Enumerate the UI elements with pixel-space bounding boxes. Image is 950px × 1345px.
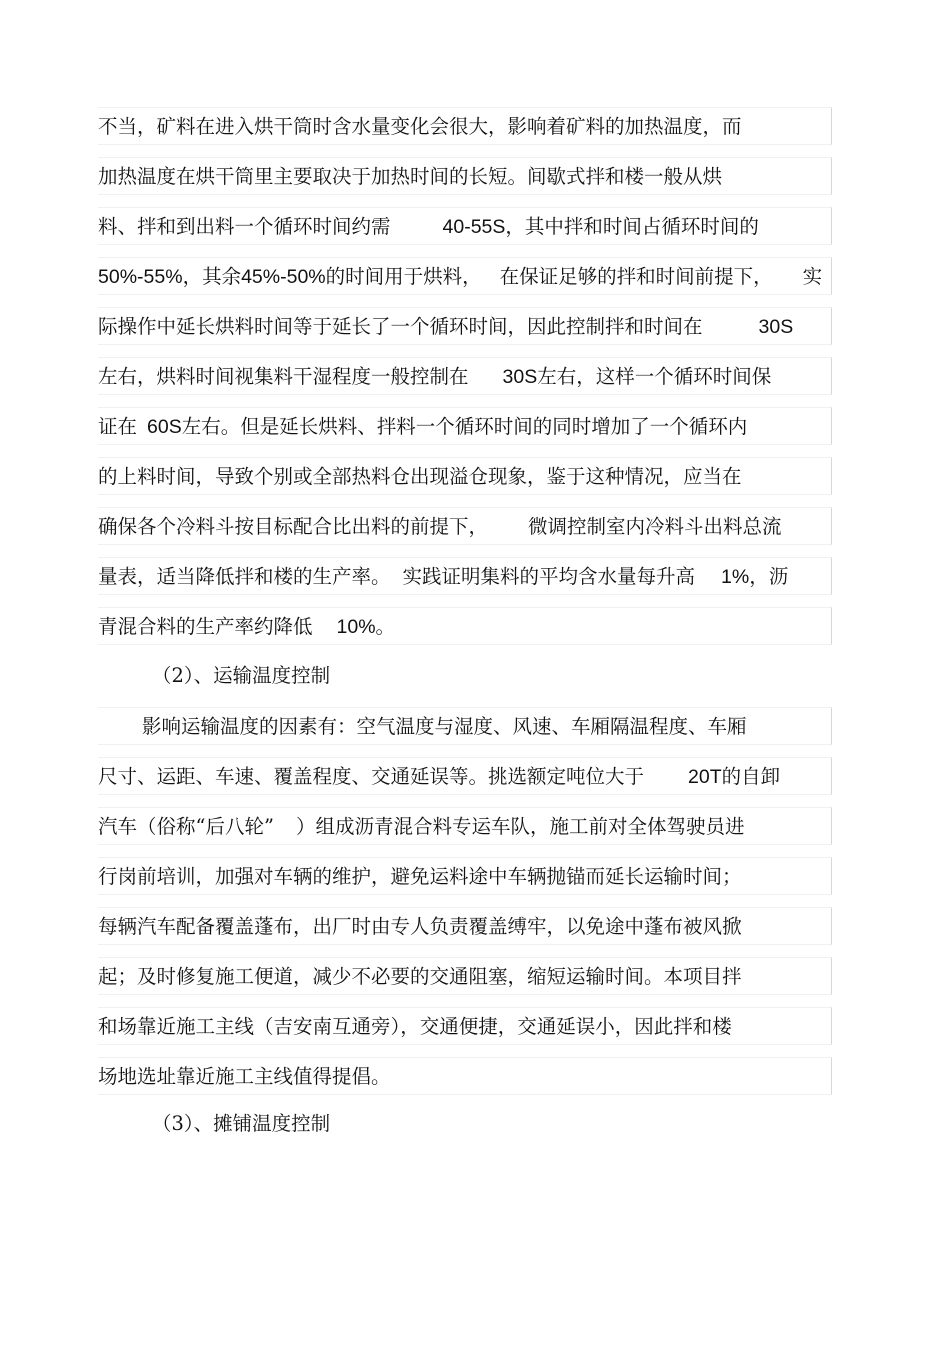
heading-text: （3）、摊铺温度控制	[152, 1112, 331, 1135]
paragraph-2-line-2	[98, 757, 832, 795]
mixing-ratio-value: 50%-55%	[98, 266, 183, 288]
text: 微调控制室内冷料斗出料总流	[528, 515, 782, 538]
paragraph-1-line-1	[98, 107, 832, 145]
text: 在保证足够的拌和时间前提下，	[499, 265, 773, 288]
paragraph-2-line-3	[98, 807, 832, 845]
paragraph-2-line-5	[98, 907, 832, 945]
paragraph-1-line-4	[98, 257, 832, 295]
text: 行岗前培训，加强对车辆的维护，避免运料途中车辆抛锚而延长运输时间；	[98, 865, 742, 888]
text: 证在	[98, 415, 138, 438]
text: 左右，烘料时间视集料干湿程度一般控制在	[98, 365, 469, 388]
paragraph-1-line-8	[98, 457, 832, 495]
text: 确保各个冷料斗按目标配合比出料的前提下，	[98, 515, 489, 538]
moisture-increase-value: 1%	[721, 566, 750, 588]
paragraph-2-line-8	[98, 1057, 832, 1095]
text: 。	[375, 615, 396, 638]
text: 每辆汽车配备覆盖蓬布，出厂时由专人负责覆盖缚牢，以免途中蓬布被风掀	[98, 915, 742, 938]
cycle-time-value: 40-55S	[442, 216, 506, 238]
paragraph-1-line-10	[98, 557, 832, 595]
paragraph-2-line-6	[98, 957, 832, 995]
paragraph-2-line-1	[98, 707, 832, 745]
paragraph-2-line-4	[98, 857, 832, 895]
text: 汽车（俗称“后八轮”	[98, 815, 274, 838]
text: 实践证明集料的平均含水量每升高	[402, 565, 696, 588]
paragraph-2-line-7	[98, 1007, 832, 1045]
text: 的上料时间，导致个别或全部热料仓出现溢仓现象，鉴于这种情况，应当在	[98, 465, 742, 488]
paragraph-1-line-2	[98, 157, 832, 195]
text: 和场靠近施工主线（吉安南互通旁），交通便捷，交通延误小，因此拌和楼	[98, 1015, 732, 1038]
text: 起；及时修复施工便道，减少不必要的交通阻塞，缩短运输时间。本项目拌	[98, 965, 742, 988]
paragraph-1-line-11	[98, 607, 832, 645]
text: 尺寸、运距、车速、覆盖程度、交通延误等。挑选额定吨位大于	[98, 765, 645, 788]
paragraph-1-line-5	[98, 307, 832, 345]
drying-time-value: 30S	[502, 366, 538, 388]
tonnage-value: 20T	[688, 766, 722, 788]
text: ，其中拌和时间占循环时间的	[505, 215, 759, 238]
text: 青混合料的生产率约降低	[98, 615, 313, 638]
drying-ratio-value: 45%-50%	[241, 266, 326, 288]
paragraph-1-line-9	[98, 507, 832, 545]
paragraph-1-line-3	[98, 207, 832, 245]
paragraph-1-line-6	[98, 357, 832, 395]
text: 影响运输温度的因素有：空气温度与湿度、风速、车厢隔温程度、车厢	[142, 715, 747, 738]
text: 的自卸	[721, 765, 781, 788]
text: 的时间用于烘料，	[325, 265, 482, 288]
productivity-drop-value: 10%	[336, 616, 376, 638]
text: 料、拌和到出料一个循环时间约需	[98, 215, 391, 238]
text: 加热温度在烘干筒里主要取决于加热时间的长短。间歇式拌和楼一般从烘	[98, 165, 723, 188]
text: 左右，这样一个循环时间保	[537, 365, 772, 388]
text: ，其余	[182, 265, 242, 288]
cycle-total-value: 60S	[147, 416, 182, 438]
text: 实	[802, 265, 823, 288]
section-heading-paving	[152, 1105, 552, 1143]
text: 量表，适当降低拌和楼的生产率。	[98, 565, 391, 588]
text: ，沥	[749, 565, 789, 588]
text: 际操作中延长烘料时间等于延长了一个循环时间，因此控制拌和时间在	[98, 315, 703, 338]
section-heading-transport	[152, 657, 552, 695]
mixing-time-value: 30S	[758, 316, 794, 338]
heading-text: （2）、运输温度控制	[152, 664, 331, 687]
paragraph-1-line-7	[98, 407, 832, 445]
text: 不当，矿料在进入烘干筒时含水量变化会很大，影响着矿料的加热温度，而	[98, 115, 742, 138]
text: 场地选址靠近施工主线值得提倡。	[98, 1065, 391, 1088]
text: 左右。但是延长烘料、拌料一个循环时间的同时增加了一个循环内	[181, 415, 748, 438]
text: ）组成沥青混合料专运车队，施工前对全体驾驶员进	[295, 815, 745, 838]
